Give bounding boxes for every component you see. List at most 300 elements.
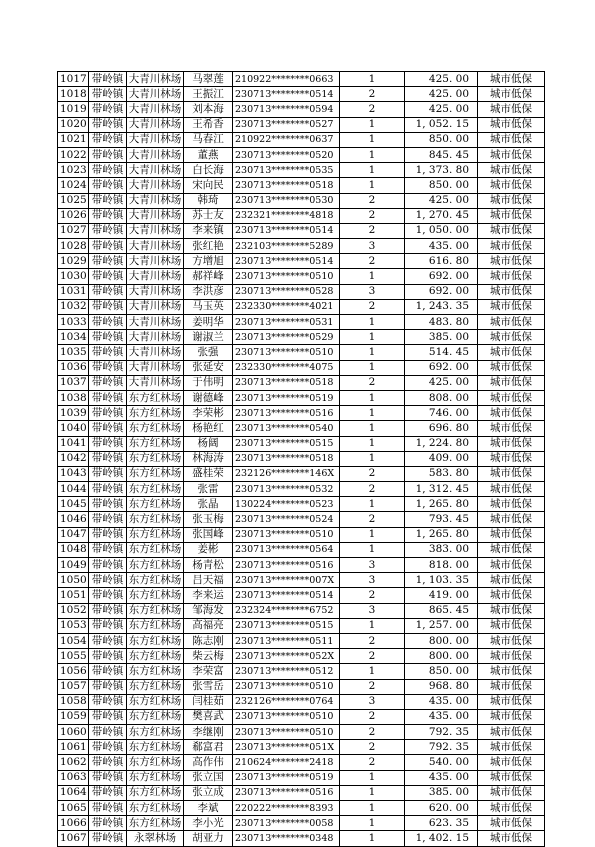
table-row [58,147,545,162]
person-name-cell: 邹海发 [184,603,233,618]
town-cell: 带岭镇 [89,390,127,405]
forest-farm-cell: 东方红林场 [127,497,184,512]
household-size-cell: 1 [340,147,405,162]
forest-farm-cell: 东方红林场 [127,649,184,664]
id-number-cell: 232321********4818 [233,208,340,223]
household-size-cell: 1 [340,785,405,800]
forest-farm-cell: 东方红林场 [127,755,184,770]
id-number-cell: 230713********0519 [233,770,340,785]
household-size-cell: 1 [340,315,405,330]
table-row [58,315,545,330]
table-body [58,72,545,847]
row-number: 1024 [58,178,89,193]
amount-cell: 385. 00 [405,785,478,800]
town-cell: 带岭镇 [89,573,127,588]
person-name-cell: 张延安 [184,360,233,375]
household-size-cell: 1 [340,406,405,421]
person-name-cell: 张玉梅 [184,512,233,527]
person-name-cell: 姜明华 [184,315,233,330]
table-row [58,436,545,451]
category-cell: 城市低保 [478,421,545,436]
table-row [58,801,545,816]
household-size-cell: 1 [340,497,405,512]
id-number-cell: 230713********0564 [233,542,340,557]
category-cell: 城市低保 [478,755,545,770]
forest-farm-cell: 东方红林场 [127,406,184,421]
welfare-roster-table [57,71,545,847]
amount-cell: 435. 00 [405,770,478,785]
household-size-cell: 1 [340,269,405,284]
amount-cell: 540. 00 [405,755,478,770]
household-size-cell: 3 [340,694,405,709]
town-cell: 带岭镇 [89,588,127,603]
row-number: 1031 [58,284,89,299]
id-number-cell: 230713********0348 [233,831,340,846]
person-name-cell: 郝祥峰 [184,269,233,284]
town-cell: 带岭镇 [89,315,127,330]
household-size-cell: 1 [340,345,405,360]
category-cell: 城市低保 [478,208,545,223]
forest-farm-cell: 东方红林场 [127,603,184,618]
person-name-cell: 董燕 [184,147,233,162]
id-number-cell: 230713********0532 [233,482,340,497]
town-cell: 带岭镇 [89,87,127,102]
id-number-cell: 230713********0518 [233,178,340,193]
forest-farm-cell: 大青川林场 [127,147,184,162]
id-number-cell: 230713********0594 [233,102,340,117]
forest-farm-cell: 东方红林场 [127,482,184,497]
amount-cell: 845. 45 [405,147,478,162]
table-row [58,132,545,147]
forest-farm-cell: 大青川林场 [127,223,184,238]
row-number: 1021 [58,132,89,147]
town-cell: 带岭镇 [89,299,127,314]
forest-farm-cell: 东方红林场 [127,664,184,679]
row-number: 1060 [58,725,89,740]
town-cell: 带岭镇 [89,466,127,481]
table-row [58,406,545,421]
category-cell: 城市低保 [478,87,545,102]
town-cell: 带岭镇 [89,163,127,178]
row-number: 1045 [58,497,89,512]
amount-cell: 692. 00 [405,284,478,299]
amount-cell: 1, 257. 00 [405,618,478,633]
category-cell: 城市低保 [478,72,545,87]
table-row [58,72,545,87]
person-name-cell: 杨青松 [184,558,233,573]
row-number: 1032 [58,299,89,314]
town-cell: 带岭镇 [89,801,127,816]
town-cell: 带岭镇 [89,345,127,360]
person-name-cell: 王希香 [184,117,233,132]
household-size-cell: 1 [340,831,405,846]
person-name-cell: 李来运 [184,588,233,603]
forest-farm-cell: 大青川林场 [127,208,184,223]
household-size-cell: 2 [340,254,405,269]
amount-cell: 425. 00 [405,102,478,117]
amount-cell: 850. 00 [405,178,478,193]
row-number: 1066 [58,816,89,831]
table-row [58,299,545,314]
category-cell: 城市低保 [478,694,545,709]
category-cell: 城市低保 [478,299,545,314]
category-cell: 城市低保 [478,542,545,557]
amount-cell: 792. 35 [405,725,478,740]
forest-farm-cell: 东方红林场 [127,679,184,694]
amount-cell: 1, 224. 80 [405,436,478,451]
town-cell: 带岭镇 [89,451,127,466]
town-cell: 带岭镇 [89,740,127,755]
category-cell: 城市低保 [478,330,545,345]
row-number: 1064 [58,785,89,800]
id-number-cell: 230713********0510 [233,527,340,542]
category-cell: 城市低保 [478,482,545,497]
amount-cell: 620. 00 [405,801,478,816]
person-name-cell: 张国峰 [184,527,233,542]
amount-cell: 968. 80 [405,679,478,694]
person-name-cell: 郗富君 [184,740,233,755]
forest-farm-cell: 东方红林场 [127,618,184,633]
person-name-cell: 杨阔 [184,436,233,451]
person-name-cell: 陈志刚 [184,633,233,648]
forest-farm-cell: 东方红林场 [127,740,184,755]
category-cell: 城市低保 [478,375,545,390]
category-cell: 城市低保 [478,573,545,588]
id-number-cell: 230713********0058 [233,816,340,831]
row-number: 1017 [58,72,89,87]
amount-cell: 1, 270. 45 [405,208,478,223]
forest-farm-cell: 东方红林场 [127,436,184,451]
person-name-cell: 刘本海 [184,102,233,117]
forest-farm-cell: 东方红林场 [127,542,184,557]
forest-farm-cell: 东方红林场 [127,573,184,588]
forest-farm-cell: 大青川林场 [127,117,184,132]
amount-cell: 800. 00 [405,649,478,664]
table-row [58,466,545,481]
person-name-cell: 于伟明 [184,375,233,390]
table-row [58,284,545,299]
amount-cell: 623. 35 [405,816,478,831]
household-size-cell: 2 [340,755,405,770]
person-name-cell: 张立成 [184,785,233,800]
category-cell: 城市低保 [478,102,545,117]
person-name-cell: 盛桂荣 [184,466,233,481]
category-cell: 城市低保 [478,345,545,360]
table-row [58,87,545,102]
row-number: 1062 [58,755,89,770]
table-row [58,618,545,633]
category-cell: 城市低保 [478,770,545,785]
row-number: 1046 [58,512,89,527]
household-size-cell: 1 [340,330,405,345]
household-size-cell: 1 [340,436,405,451]
household-size-cell: 1 [340,618,405,633]
id-number-cell: 130224********0523 [233,497,340,512]
row-number: 1063 [58,770,89,785]
row-number: 1025 [58,193,89,208]
household-size-cell: 1 [340,421,405,436]
table-row [58,649,545,664]
row-number: 1061 [58,740,89,755]
person-name-cell: 张雪岳 [184,679,233,694]
person-name-cell: 李来镇 [184,223,233,238]
household-size-cell: 3 [340,558,405,573]
household-size-cell: 1 [340,451,405,466]
household-size-cell: 2 [340,299,405,314]
amount-cell: 425. 00 [405,72,478,87]
forest-farm-cell: 东方红林场 [127,725,184,740]
forest-farm-cell: 东方红林场 [127,558,184,573]
person-name-cell: 王振江 [184,87,233,102]
id-number-cell: 230713********0531 [233,315,340,330]
person-name-cell: 李斌 [184,801,233,816]
amount-cell: 385. 00 [405,330,478,345]
person-name-cell: 韩琦 [184,193,233,208]
category-cell: 城市低保 [478,664,545,679]
table-row [58,725,545,740]
town-cell: 带岭镇 [89,375,127,390]
id-number-cell: 210624********2418 [233,755,340,770]
forest-farm-cell: 东方红林场 [127,694,184,709]
id-number-cell: 230713********0518 [233,451,340,466]
person-name-cell: 李小光 [184,816,233,831]
table-row [58,208,545,223]
forest-farm-cell: 大青川林场 [127,163,184,178]
person-name-cell: 马翠莲 [184,72,233,87]
person-name-cell: 张红艳 [184,239,233,254]
category-cell: 城市低保 [478,725,545,740]
id-number-cell: 230713********0530 [233,193,340,208]
town-cell: 带岭镇 [89,269,127,284]
forest-farm-cell: 东方红林场 [127,588,184,603]
category-cell: 城市低保 [478,801,545,816]
town-cell: 带岭镇 [89,482,127,497]
household-size-cell: 2 [340,588,405,603]
person-name-cell: 吕天福 [184,573,233,588]
category-cell: 城市低保 [478,633,545,648]
id-number-cell: 230713********0540 [233,421,340,436]
household-size-cell: 2 [340,649,405,664]
row-number: 1058 [58,694,89,709]
id-number-cell: 230713********0528 [233,284,340,299]
id-number-cell: 230713********0514 [233,588,340,603]
household-size-cell: 2 [340,725,405,740]
id-number-cell: 230713********0516 [233,558,340,573]
person-name-cell: 林海涛 [184,451,233,466]
row-number: 1065 [58,801,89,816]
table-row [58,694,545,709]
amount-cell: 483. 80 [405,315,478,330]
row-number: 1037 [58,375,89,390]
category-cell: 城市低保 [478,163,545,178]
town-cell: 带岭镇 [89,72,127,87]
household-size-cell: 3 [340,573,405,588]
person-name-cell: 张雷 [184,482,233,497]
household-size-cell: 1 [340,664,405,679]
table-row [58,254,545,269]
category-cell: 城市低保 [478,558,545,573]
forest-farm-cell: 大青川林场 [127,360,184,375]
category-cell: 城市低保 [478,618,545,633]
table-row [58,390,545,405]
household-size-cell: 2 [340,709,405,724]
household-size-cell: 1 [340,390,405,405]
town-cell: 带岭镇 [89,664,127,679]
amount-cell: 1, 265. 80 [405,527,478,542]
table-row [58,360,545,375]
id-number-cell: 230713********0514 [233,223,340,238]
category-cell: 城市低保 [478,603,545,618]
id-number-cell: 230713********0516 [233,785,340,800]
town-cell: 带岭镇 [89,770,127,785]
id-number-cell: 232103********5289 [233,239,340,254]
id-number-cell: 232126********0764 [233,694,340,709]
town-cell: 带岭镇 [89,633,127,648]
row-number: 1034 [58,330,89,345]
row-number: 1049 [58,558,89,573]
forest-farm-cell: 大青川林场 [127,345,184,360]
table-row [58,223,545,238]
id-number-cell: 230713********0524 [233,512,340,527]
row-number: 1040 [58,421,89,436]
town-cell: 带岭镇 [89,497,127,512]
amount-cell: 1, 050. 00 [405,223,478,238]
table-row [58,193,545,208]
amount-cell: 435. 00 [405,239,478,254]
forest-farm-cell: 东方红林场 [127,816,184,831]
person-name-cell: 谢德峰 [184,390,233,405]
category-cell: 城市低保 [478,466,545,481]
person-name-cell: 李继刚 [184,725,233,740]
person-name-cell: 高福亮 [184,618,233,633]
amount-cell: 792. 35 [405,740,478,755]
id-number-cell: 230713********0510 [233,709,340,724]
table-row [58,633,545,648]
town-cell: 带岭镇 [89,117,127,132]
household-size-cell: 2 [340,466,405,481]
household-size-cell: 2 [340,679,405,694]
category-cell: 城市低保 [478,269,545,284]
amount-cell: 1, 243. 35 [405,299,478,314]
table-row [58,102,545,117]
household-size-cell: 1 [340,72,405,87]
table-row [58,542,545,557]
town-cell: 带岭镇 [89,755,127,770]
id-number-cell: 232126********146X [233,466,340,481]
person-name-cell: 柴云梅 [184,649,233,664]
table-row [58,558,545,573]
row-number: 1020 [58,117,89,132]
forest-farm-cell: 永翠林场 [127,831,184,846]
row-number: 1056 [58,664,89,679]
row-number: 1019 [58,102,89,117]
forest-farm-cell: 大青川林场 [127,178,184,193]
amount-cell: 1, 265. 80 [405,497,478,512]
row-number: 1028 [58,239,89,254]
id-number-cell: 230713********0519 [233,390,340,405]
id-number-cell: 210922********0663 [233,72,340,87]
row-number: 1054 [58,633,89,648]
household-size-cell: 1 [340,132,405,147]
table-row [58,117,545,132]
row-number: 1055 [58,649,89,664]
id-number-cell: 230713********0529 [233,330,340,345]
amount-cell: 514. 45 [405,345,478,360]
row-number: 1043 [58,466,89,481]
person-name-cell: 宋向民 [184,178,233,193]
amount-cell: 1, 373. 80 [405,163,478,178]
household-size-cell: 1 [340,770,405,785]
amount-cell: 696. 80 [405,421,478,436]
forest-farm-cell: 大青川林场 [127,269,184,284]
household-size-cell: 2 [340,512,405,527]
id-number-cell: 230713********0512 [233,664,340,679]
id-number-cell: 232330********4075 [233,360,340,375]
town-cell: 带岭镇 [89,208,127,223]
table-row [58,497,545,512]
household-size-cell: 1 [340,178,405,193]
category-cell: 城市低保 [478,512,545,527]
forest-farm-cell: 东方红林场 [127,770,184,785]
forest-farm-cell: 大青川林场 [127,193,184,208]
forest-farm-cell: 东方红林场 [127,421,184,436]
row-number: 1067 [58,831,89,846]
household-size-cell: 2 [340,375,405,390]
amount-cell: 425. 00 [405,87,478,102]
category-cell: 城市低保 [478,178,545,193]
person-name-cell: 马玉英 [184,299,233,314]
person-name-cell: 张立国 [184,770,233,785]
row-number: 1053 [58,618,89,633]
household-size-cell: 2 [340,208,405,223]
table-row [58,755,545,770]
person-name-cell: 苏士友 [184,208,233,223]
id-number-cell: 230713********0527 [233,117,340,132]
forest-farm-cell: 东方红林场 [127,527,184,542]
table-row [58,573,545,588]
amount-cell: 435. 00 [405,709,478,724]
row-number: 1033 [58,315,89,330]
amount-cell: 425. 00 [405,375,478,390]
table-row [58,588,545,603]
forest-farm-cell: 大青川林场 [127,239,184,254]
town-cell: 带岭镇 [89,542,127,557]
amount-cell: 850. 00 [405,664,478,679]
row-number: 1035 [58,345,89,360]
id-number-cell: 230713********0511 [233,633,340,648]
forest-farm-cell: 东方红林场 [127,390,184,405]
id-number-cell: 230713********0514 [233,87,340,102]
row-number: 1018 [58,87,89,102]
person-name-cell: 姜彬 [184,542,233,557]
household-size-cell: 1 [340,163,405,178]
town-cell: 带岭镇 [89,132,127,147]
row-number: 1052 [58,603,89,618]
town-cell: 带岭镇 [89,785,127,800]
row-number: 1029 [58,254,89,269]
category-cell: 城市低保 [478,451,545,466]
forest-farm-cell: 大青川林场 [127,315,184,330]
table-row [58,709,545,724]
category-cell: 城市低保 [478,193,545,208]
id-number-cell: 230713********007X [233,573,340,588]
table-row [58,345,545,360]
household-size-cell: 1 [340,801,405,816]
row-number: 1044 [58,482,89,497]
amount-cell: 419. 00 [405,588,478,603]
amount-cell: 818. 00 [405,558,478,573]
household-size-cell: 2 [340,223,405,238]
